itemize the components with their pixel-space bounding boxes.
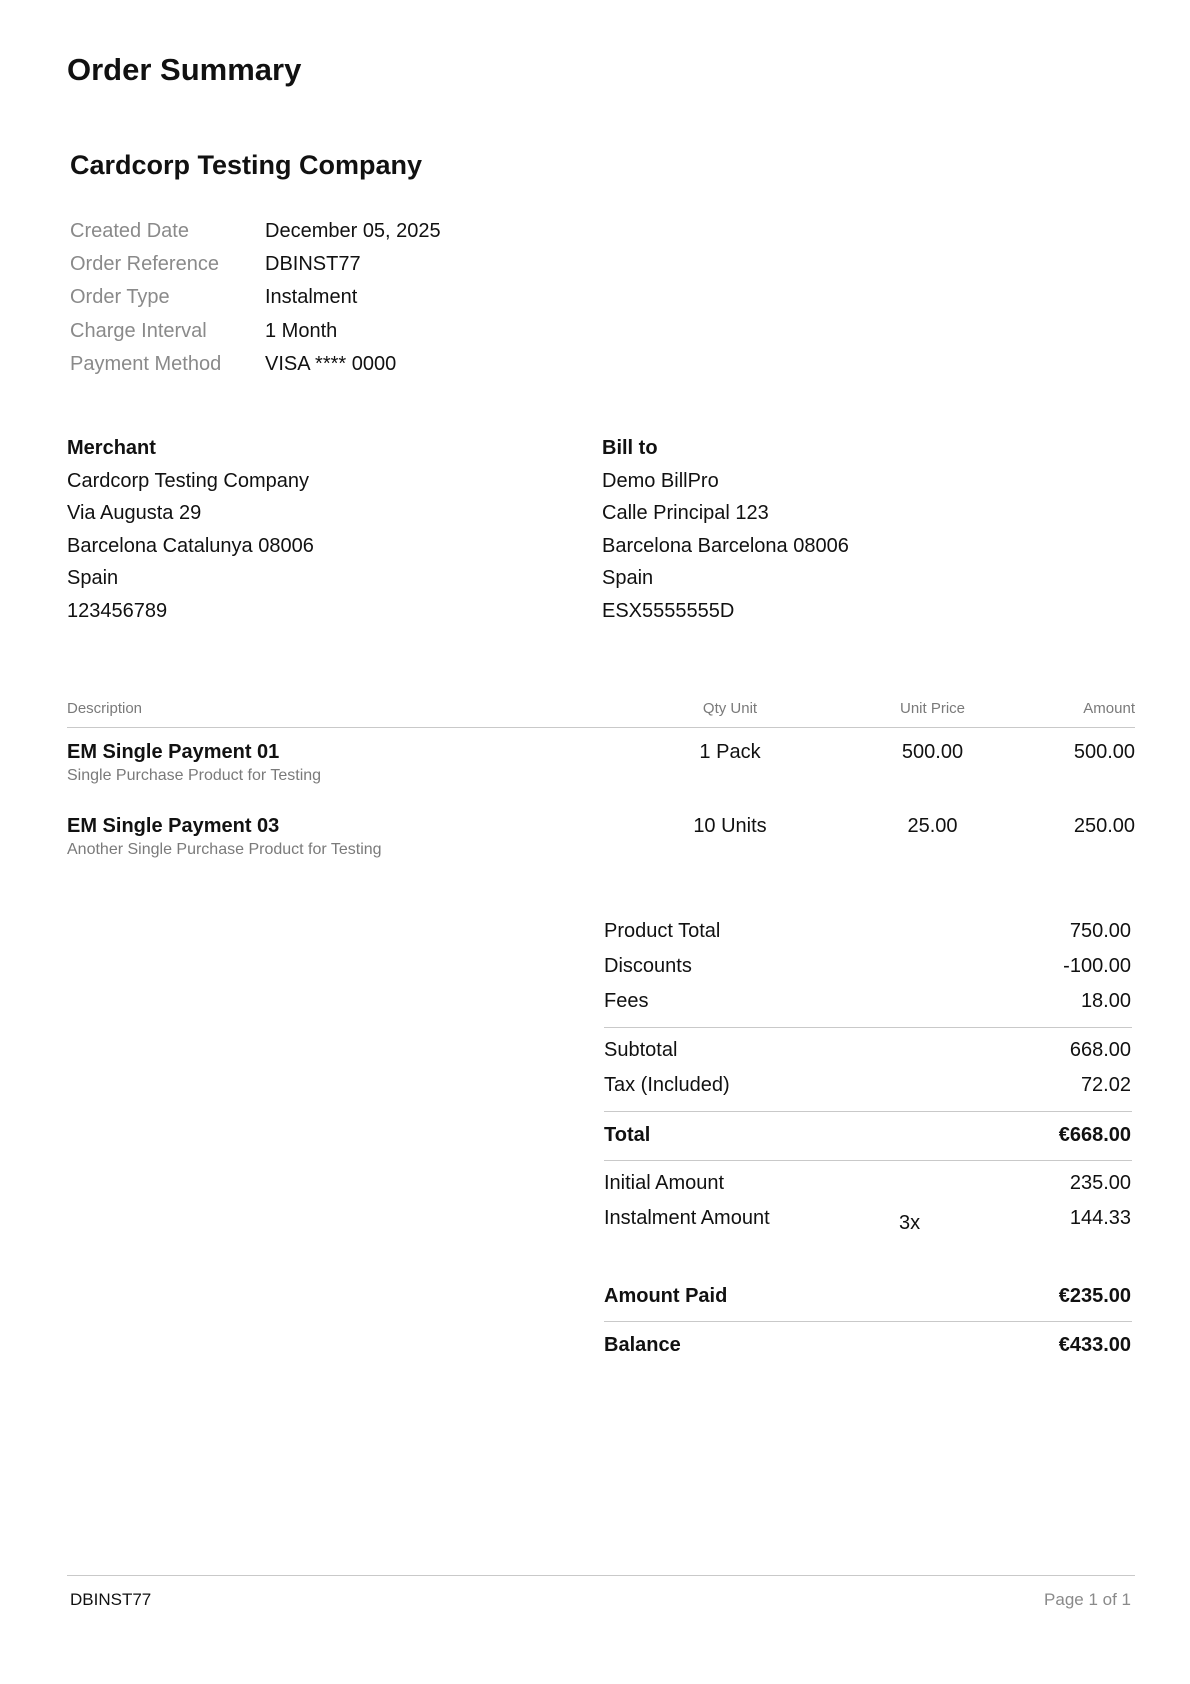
merchant-line: 123456789 bbox=[67, 599, 168, 622]
item-unit-price: 500.00 bbox=[901, 741, 964, 763]
initial-amount-value: 235.00 bbox=[1069, 1172, 1131, 1194]
column-header-amount: Amount bbox=[1083, 700, 1135, 717]
merchant-heading: Merchant bbox=[67, 437, 156, 459]
bill-to-heading: Bill to bbox=[602, 437, 658, 459]
charge-interval-value: 1 Month bbox=[265, 320, 338, 342]
discounts-value: -100.00 bbox=[1063, 955, 1131, 977]
discounts-label: Discounts bbox=[604, 955, 692, 977]
merchant-line: Spain bbox=[67, 567, 119, 589]
item-amount: 500.00 bbox=[1073, 741, 1135, 763]
payment-method-label: Payment Method bbox=[70, 353, 222, 375]
bill-to-line: Spain bbox=[602, 567, 654, 589]
column-header-unit-price: Unit Price bbox=[899, 700, 966, 717]
instalment-amount-value: 144.33 bbox=[1069, 1207, 1131, 1229]
order-type-value: Instalment bbox=[265, 286, 358, 308]
merchant-line: Barcelona Catalunya 08006 bbox=[67, 534, 314, 557]
instalment-multiplier: 3x bbox=[899, 1212, 921, 1234]
product-total-label: Product Total bbox=[604, 920, 721, 942]
bill-to-line: Barcelona Barcelona 08006 bbox=[602, 534, 849, 557]
charge-interval-label: Charge Interval bbox=[70, 320, 207, 342]
created-date-value: December 05, 2025 bbox=[265, 220, 441, 242]
totals-divider bbox=[604, 1321, 1132, 1322]
merchant-address bbox=[67, 432, 314, 627]
order-reference-label: Order Reference bbox=[70, 253, 219, 275]
item-unit-price: 25.00 bbox=[907, 815, 958, 837]
tax-value: 72.02 bbox=[1080, 1074, 1131, 1096]
total-value: €668.00 bbox=[1058, 1124, 1131, 1146]
bill-to-line: Demo BillPro bbox=[602, 469, 719, 492]
item-amount: 250.00 bbox=[1073, 815, 1135, 837]
bill-to-address bbox=[602, 432, 849, 627]
totals-divider bbox=[604, 1111, 1132, 1112]
totals-divider bbox=[604, 1160, 1132, 1161]
product-total-value: 750.00 bbox=[1069, 920, 1131, 942]
instalment-amount-label: Instalment Amount bbox=[604, 1207, 770, 1229]
tax-label: Tax (Included) bbox=[604, 1074, 730, 1096]
order-type-label: Order Type bbox=[70, 286, 170, 308]
bill-to-line: ESX5555555D bbox=[602, 599, 735, 622]
page-title: Order Summary bbox=[67, 52, 302, 87]
amount-paid-label: Amount Paid bbox=[604, 1285, 728, 1307]
fees-label: Fees bbox=[604, 990, 649, 1012]
order-reference-value: DBINST77 bbox=[265, 253, 361, 275]
totals-divider bbox=[604, 1027, 1132, 1028]
item-name: EM Single Payment 03 bbox=[67, 815, 280, 837]
balance-label: Balance bbox=[604, 1334, 681, 1356]
footer-order-reference: DBINST77 bbox=[70, 1590, 152, 1609]
subtotal-label: Subtotal bbox=[604, 1039, 678, 1061]
column-header-description: Description bbox=[67, 700, 143, 717]
item-name: EM Single Payment 01 bbox=[67, 741, 280, 763]
item-qty-unit: 10 Units bbox=[693, 815, 767, 837]
created-date-label: Created Date bbox=[70, 220, 189, 242]
item-description: Single Purchase Product for Testing bbox=[67, 767, 322, 784]
item-qty-unit: 1 Pack bbox=[699, 741, 761, 763]
table-header-divider bbox=[67, 727, 1135, 728]
balance-value: €433.00 bbox=[1058, 1334, 1131, 1356]
subtotal-value: 668.00 bbox=[1069, 1039, 1131, 1061]
fees-value: 18.00 bbox=[1080, 990, 1131, 1012]
merchant-line: Via Augusta 29 bbox=[67, 502, 202, 524]
footer-divider bbox=[67, 1575, 1135, 1576]
initial-amount-label: Initial Amount bbox=[604, 1172, 725, 1194]
page-number: Page 1 of 1 bbox=[1044, 1590, 1131, 1609]
amount-paid-value: €235.00 bbox=[1058, 1285, 1131, 1307]
bill-to-line: Calle Principal 123 bbox=[602, 502, 769, 524]
company-name: Cardcorp Testing Company bbox=[70, 150, 423, 180]
item-description: Another Single Purchase Product for Testing bbox=[67, 841, 382, 858]
column-header-qty-unit: Qty Unit bbox=[702, 700, 758, 717]
total-label: Total bbox=[604, 1124, 651, 1146]
payment-method-value: VISA **** 0000 bbox=[265, 353, 397, 375]
merchant-line: Cardcorp Testing Company bbox=[67, 469, 309, 492]
